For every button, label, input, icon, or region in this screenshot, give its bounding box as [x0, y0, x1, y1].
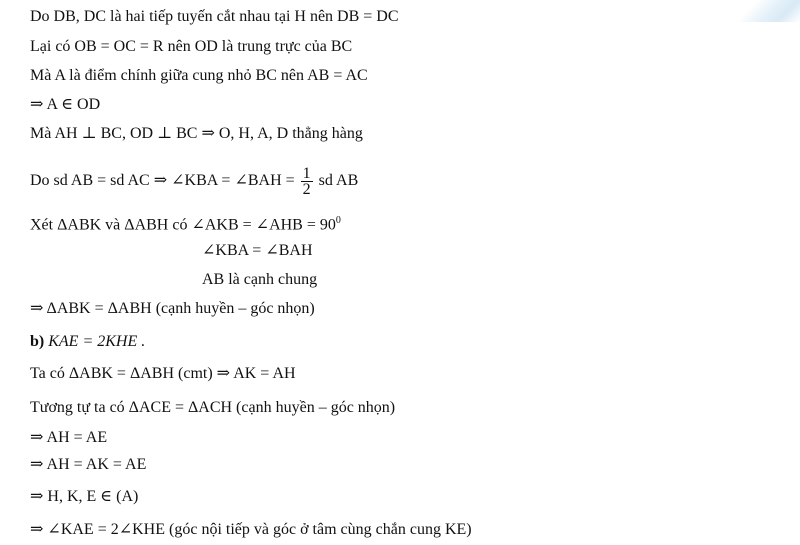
line-10: ⇒ ΔABK = ΔABH (cạnh huyền – góc nhọn) [30, 300, 315, 317]
line-6-text: Do sd AB = sd AC ⇒ ∠KBA = ∠BAH = [30, 172, 299, 190]
line-17: ⇒ ∠KAE = 2∠KHE (góc nội tiếp và góc ở tâm cùng chắn cung KE) [30, 521, 472, 538]
line-7-text: Xét ΔABK và ΔABH có ∠AKB = ∠AHB = 90 [30, 216, 336, 234]
corner-decoration [730, 0, 800, 22]
line-15: ⇒ AH = AK = AE [30, 456, 147, 473]
line-12: Ta có ΔABK = ΔABH (cmt) ⇒ AK = AH [30, 365, 296, 382]
line-7 [30, 211, 341, 235]
line-5: Mà AH ⊥ BC, OD ⊥ BC ⇒ O, H, A, D thẳng hàng [30, 125, 363, 142]
part-b-label: b) [30, 333, 45, 350]
line-13: Tương tự ta có ΔACE = ΔACH (cạnh huyền – góc nhọn) [30, 399, 396, 416]
line-14: ⇒ AH = AE [30, 429, 108, 446]
line-4: ⇒ A ∈ OD [30, 96, 101, 113]
line-3: Mà A là điểm chính giữa cung nhỏ BC nên AB = AC [30, 67, 368, 84]
line-2: Lại có OB = OC = R nên OD là trung trực của BC [30, 38, 353, 55]
fraction-numerator: 1 [302, 165, 311, 182]
fraction-one-half [301, 166, 313, 197]
line-8: ∠KBA = ∠BAH [202, 242, 313, 259]
line-9: AB là cạnh chung [202, 271, 318, 288]
line-6-tail: sd AB [314, 172, 359, 190]
degree-superscript: 0 [335, 215, 341, 226]
line-6 [30, 166, 358, 197]
line-11 [30, 332, 145, 352]
line-1: Do DB, DC là hai tiếp tuyến cắt nhau tại H nên DB = DC [30, 8, 399, 25]
part-b-statement: KAE = 2KHE . [44, 333, 146, 350]
fraction-denominator: 2 [302, 181, 311, 198]
line-16: ⇒ H, K, E ∈ (A) [30, 488, 139, 505]
